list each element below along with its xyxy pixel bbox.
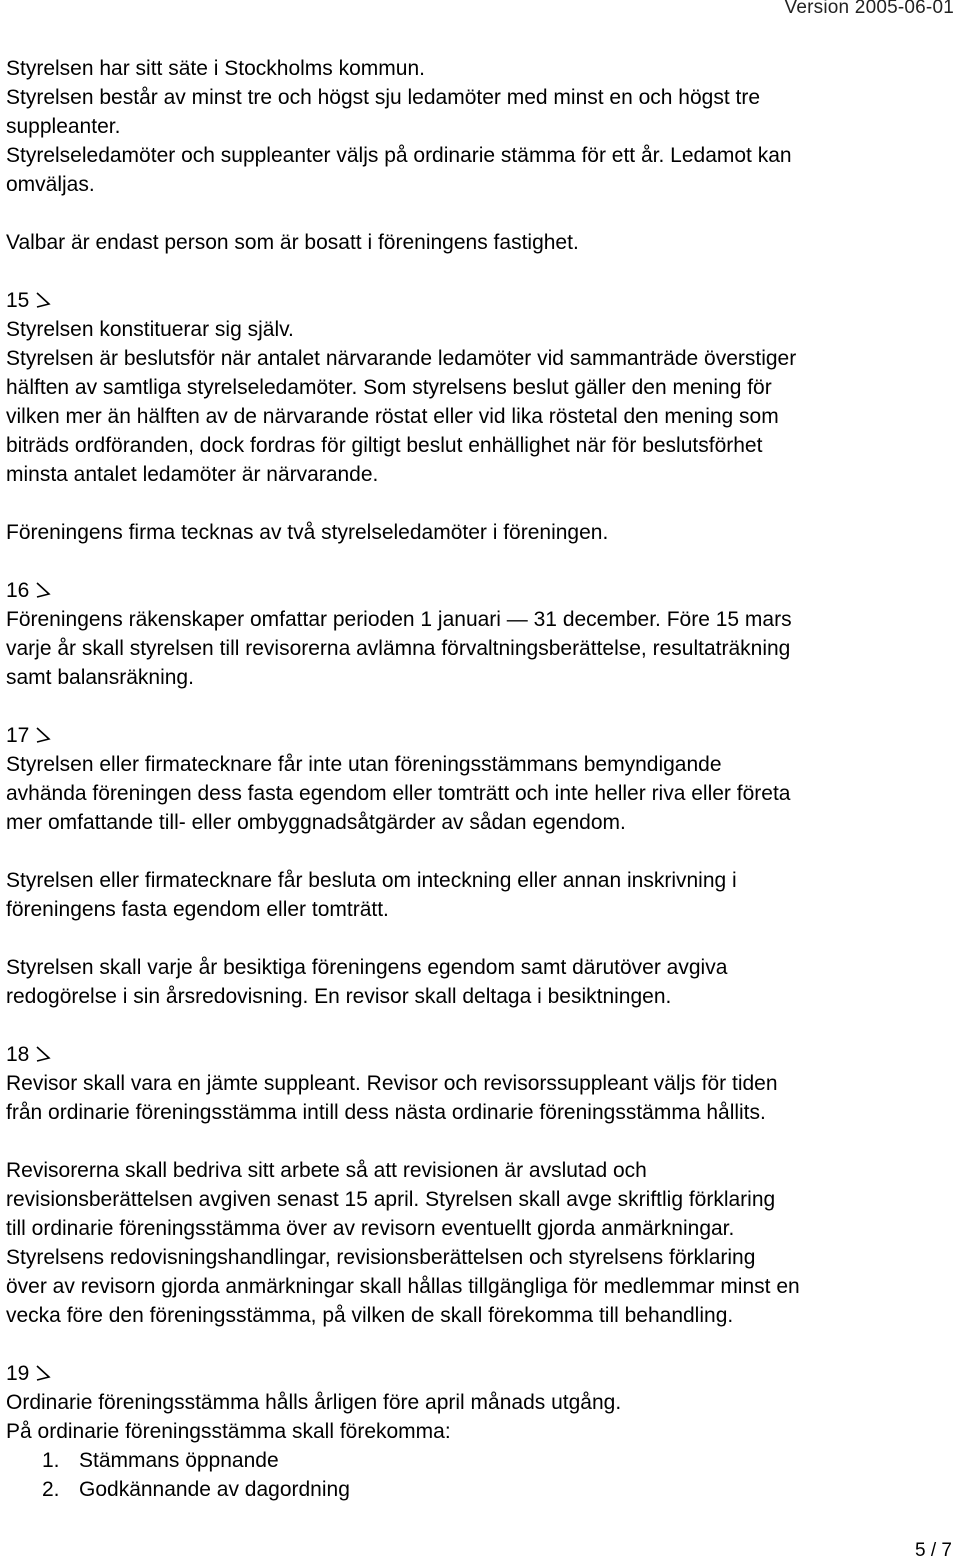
text-line: Styrelsen består av minst tre och högst sju ledamöter med minst en och högst tre — [6, 86, 761, 109]
list-item-number: 2. — [42, 1478, 60, 1501]
text-line: samt balansräkning. — [6, 666, 194, 689]
text-line: Styrelsen eller firmatecknare får besluta om inteckning eller annan inskrivning i — [6, 869, 737, 892]
text-line: minsta antalet ledamöter är närvarande. — [6, 463, 379, 486]
text-line: omväljas. — [6, 173, 95, 196]
text-line: Revisorerna skall bedriva sitt arbete så att revisionen är avslutad och — [6, 1159, 647, 1182]
section-number: 17 — [6, 724, 30, 747]
section-heading — [6, 576, 956, 605]
text-line: vilken mer än hälften av de närvarande röstat eller vid lika röstetal den mening som — [6, 405, 779, 428]
section-16 — [6, 576, 956, 692]
section-sign-icon — [35, 1365, 51, 1381]
section-sign-icon — [35, 582, 51, 598]
text-line: mer omfattande till- eller ombyggnadsåtgärder av sådan egendom. — [6, 811, 626, 834]
paragraph-signatory — [6, 518, 956, 547]
document-version: Version 2005-06-01 — [784, 0, 954, 18]
text-line: På ordinarie föreningsstämma skall förekomma: — [6, 1420, 451, 1443]
text-line: Styrelsen har sitt säte i Stockholms kommun. — [6, 57, 425, 80]
text-line: till ordinarie föreningsstämma över av revisorn eventuellt gjorda anmärkningar. — [6, 1217, 735, 1240]
list-item-number: 1. — [42, 1449, 60, 1472]
list-item — [6, 1446, 956, 1475]
text-line: Ordinarie föreningsstämma hålls årligen före april månads utgång. — [6, 1391, 622, 1414]
text-line: Styrelsen konstituerar sig själv. — [6, 318, 294, 341]
text-line: vecka före den föreningsstämma, på vilken de skall förekomma till behandling. — [6, 1304, 734, 1327]
text-line: biträds ordföranden, dock fordras för giltigt beslut enhällighet när för beslutsförhet — [6, 434, 763, 457]
section-heading — [6, 1040, 956, 1069]
list-item-text: Godkännande av dagordning — [79, 1478, 350, 1501]
text-line: Föreningens räkenskaper omfattar perioden 1 januari — 31 december. Före 15 mars — [6, 608, 792, 631]
section-15 — [6, 286, 956, 489]
text-line: varje år skall styrelsen till revisorerna avlämna förvaltningsberättelse, resultaträkning — [6, 637, 791, 660]
section-number: 16 — [6, 579, 30, 602]
paragraph-eligibility — [6, 228, 956, 257]
section-number: 19 — [6, 1362, 30, 1385]
section-heading — [6, 721, 956, 750]
text-line: Styrelsens redovisningshandlingar, revisionsberättelsen och styrelsens förklaring — [6, 1246, 756, 1269]
section-number: 18 — [6, 1043, 30, 1066]
section-18 — [6, 1040, 956, 1127]
text-line: Valbar är endast person som är bosatt i föreningens fastighet. — [6, 231, 579, 254]
text-line: Styrelsen är beslutsför när antalet närvarande ledamöter vid sammanträde överstiger — [6, 347, 797, 370]
text-line: Revisor skall vara en jämte suppleant. Revisor och revisorssuppleant väljs för tiden — [6, 1072, 778, 1095]
text-line: suppleanter. — [6, 115, 121, 138]
list-item — [6, 1475, 956, 1504]
paragraph-mortgage — [6, 866, 956, 924]
paragraph-board-seat — [6, 54, 956, 199]
list-item-text: Stämmans öppnande — [79, 1449, 279, 1472]
text-line: från ordinarie föreningsstämma intill dess nästa ordinarie föreningsstämma hållits. — [6, 1101, 766, 1124]
paragraph-inspection — [6, 953, 956, 1011]
section-19 — [6, 1359, 956, 1504]
paragraph-audit — [6, 1156, 956, 1330]
document-body — [6, 54, 956, 1504]
section-17 — [6, 721, 956, 837]
section-sign-icon — [35, 727, 51, 743]
section-sign-icon — [35, 292, 51, 308]
section-heading — [6, 1359, 956, 1388]
text-line: avhända föreningen dess fasta egendom eller tomträtt och inte heller riva eller företa — [6, 782, 791, 805]
text-line: hälften av samtliga styrelseledamöter. Som styrelsens beslut gäller den mening för — [6, 376, 772, 399]
agenda-list — [6, 1446, 956, 1504]
section-number: 15 — [6, 289, 30, 312]
text-line: redogörelse i sin årsredovisning. En revisor skall deltaga i besiktningen. — [6, 985, 672, 1008]
text-line: över av revisorn gjorda anmärkningar skall hållas tillgängliga för medlemmar minst en — [6, 1275, 800, 1298]
text-line: Föreningens firma tecknas av två styrelseledamöter i föreningen. — [6, 521, 609, 544]
text-line: föreningens fasta egendom eller tomträtt. — [6, 898, 389, 921]
text-line: Styrelsen skall varje år besiktiga föreningens egendom samt därutöver avgiva — [6, 956, 728, 979]
section-sign-icon — [35, 1046, 51, 1062]
page-number: 5 / 7 — [915, 1540, 952, 1561]
text-line: Styrelsen eller firmatecknare får inte utan föreningsstämmans bemyndigande — [6, 753, 722, 776]
text-line: Styrelseledamöter och suppleanter väljs på ordinarie stämma för ett år. Ledamot kan — [6, 144, 792, 167]
text-line: revisionsberättelsen avgiven senast 15 april. Styrelsen skall avge skriftlig förklaring — [6, 1188, 776, 1211]
section-heading — [6, 286, 956, 315]
